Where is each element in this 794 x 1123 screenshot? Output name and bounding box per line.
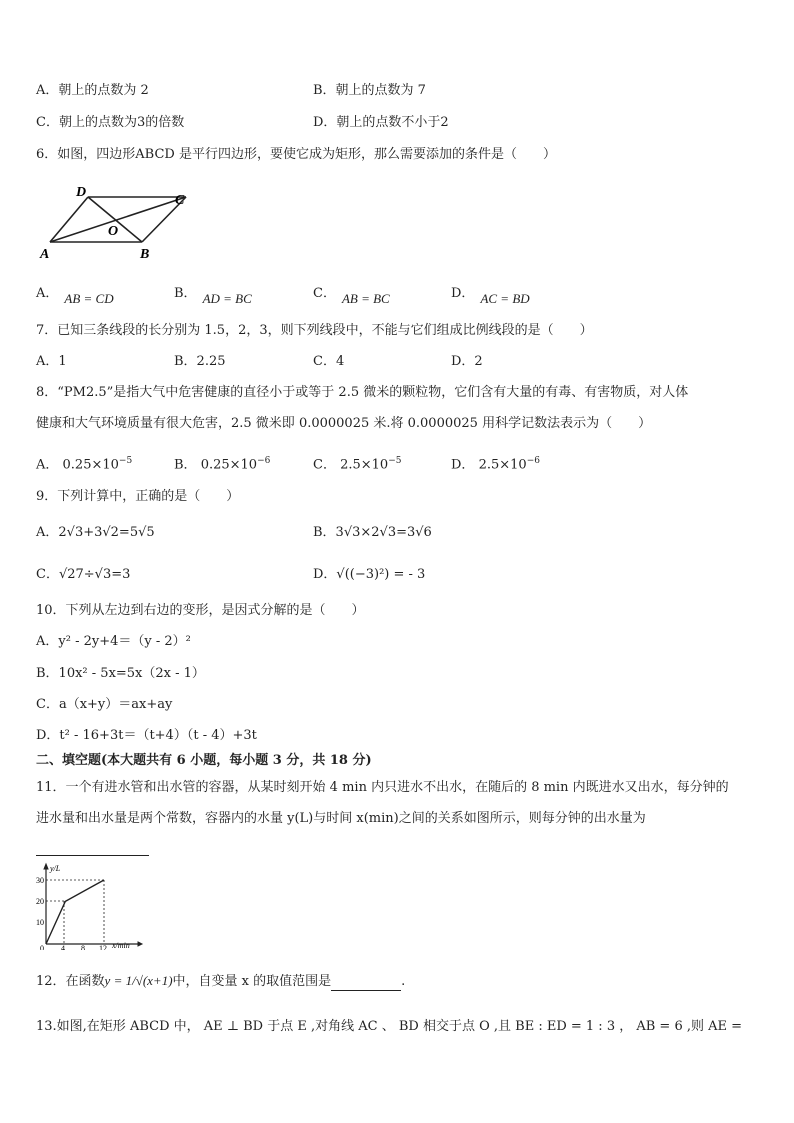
q6-option-a: A． AB = CD bbox=[36, 286, 114, 306]
label-a: A bbox=[40, 247, 50, 262]
q7-option-c: C．4 bbox=[313, 354, 345, 369]
q5-option-a: A．朝上的点数为 2 bbox=[36, 83, 149, 98]
q5-option-c: C．朝上的点数为3的倍数 bbox=[36, 115, 185, 130]
q8-option-c: C． $2.5\times 10^{-5}$ bbox=[313, 456, 402, 473]
q5-option-b: B．朝上的点数为 7 bbox=[313, 83, 426, 98]
q9-option-b: B．3√3×2√3=3√6 bbox=[313, 525, 432, 540]
q8-stem-line1: 8．“PM2.5”是指大气中危害健康的直径小于或等于 2.5 微米的颗粒物，它们含有大量的有毒、有害物质，对人体 bbox=[36, 385, 689, 400]
y-tick-20: 20 bbox=[36, 897, 44, 906]
q8-stem-line2: 健康和大气环境质量有很大危害，2.5 微米即 0.0000025 米.将 0.0000025 用科学记数法表示为（ ） bbox=[36, 416, 652, 431]
q9-stem: 9．下列计算中，正确的是（ ） bbox=[36, 489, 240, 504]
q9-option-c: C．√27÷√3=3 bbox=[36, 567, 131, 582]
q7-option-a: A．1 bbox=[36, 354, 67, 369]
q6-option-c: C． AB = BC bbox=[313, 286, 390, 306]
q10-option-a: A．y² - 2y+4＝（y - 2）² bbox=[36, 634, 191, 649]
graph-xlabel: x/min bbox=[112, 941, 130, 950]
q6-option-b: B． AD = BC bbox=[174, 286, 252, 306]
x-tick-12: 12 bbox=[99, 944, 107, 950]
q9-option-d: D．√((−3)²) = - 3 bbox=[313, 567, 426, 582]
q8-option-b: B． $0.25\times 10^{-6}$ bbox=[174, 456, 271, 473]
q7-option-b: B．2.25 bbox=[174, 354, 226, 369]
q9-option-a: A．2√3+3√2=5√5 bbox=[36, 525, 155, 540]
q11-line1: 11．一个有进水管和出水管的容器，从某时刻开始 4 min 内只进水不出水，在随后的 8 min 内既进水又出水，每分钟的 bbox=[36, 780, 729, 795]
q7-option-d: D．2 bbox=[451, 354, 483, 369]
graph-ylabel: y/L bbox=[50, 864, 61, 873]
label-c: C bbox=[175, 193, 185, 208]
q5-option-d: D．朝上的点数不小于2 bbox=[313, 115, 449, 130]
y-tick-30: 30 bbox=[36, 876, 44, 885]
q11-line2: 进水量和出水量是两个常数，容器内的水量 y(L)与时间 x(min)之间的关系如图所示，则每分钟的出水量为 bbox=[36, 811, 646, 826]
graph-origin: 0 bbox=[40, 944, 44, 950]
y-tick-10: 10 bbox=[36, 918, 44, 927]
q10-option-c: C．a（x+y）＝ax+ay bbox=[36, 697, 173, 712]
q10-option-d: D．t² - 16+3t＝（t+4）（t - 4）+3t bbox=[36, 728, 257, 743]
q6-stem: 6．如图，四边形ABCD 是平行四边形，要使它成为矩形，那么需要添加的条件是（ ） bbox=[36, 147, 556, 162]
q11-answer-line bbox=[36, 855, 149, 856]
q13-line: 13.如图,在矩形 ABCD 中， AE ⊥ BD 于点 E ,对角线 AC 、 BD 相交于点 O ,且 BE : ED = 1 : 3 ， AB = 6 ,则 AE = bbox=[36, 1019, 743, 1034]
parallelogram-figure bbox=[36, 180, 196, 264]
q12-line: 12．在函数y = 1/√(x+1)中，自变量 x 的取值范围是 . bbox=[36, 973, 406, 989]
q8-option-a: A． $0.25\times 10^{-5}$ bbox=[36, 456, 133, 473]
water-volume-graph bbox=[30, 860, 145, 950]
q12-answer-blank bbox=[331, 978, 401, 991]
q10-option-b: B．10x² - 5x=5x（2x - 1） bbox=[36, 666, 205, 681]
x-tick-4: 4 bbox=[61, 944, 65, 950]
q12-function: y = 1/√(x+1) bbox=[104, 973, 173, 988]
x-tick-8: 8 bbox=[81, 944, 85, 950]
q6-option-d: D． AC = BD bbox=[451, 286, 530, 306]
graph-series-line bbox=[46, 880, 104, 944]
q10-stem: 10．下列从左边到右边的变形，是因式分解的是（ ） bbox=[36, 603, 365, 618]
q7-stem: 7．已知三条线段的长分别为 1.5，2，3，则下列线段中，不能与它们组成比例线段的是（ ） bbox=[36, 323, 593, 338]
label-d: D bbox=[76, 185, 87, 200]
label-b: B bbox=[140, 247, 150, 262]
section-heading: 二、填空题(本大题共有 6 小题，每小题 3 分，共 18 分) bbox=[36, 753, 372, 768]
q8-option-d: D． $2.5\times 10^{-6}$ bbox=[451, 456, 540, 473]
label-o: O bbox=[108, 224, 119, 239]
